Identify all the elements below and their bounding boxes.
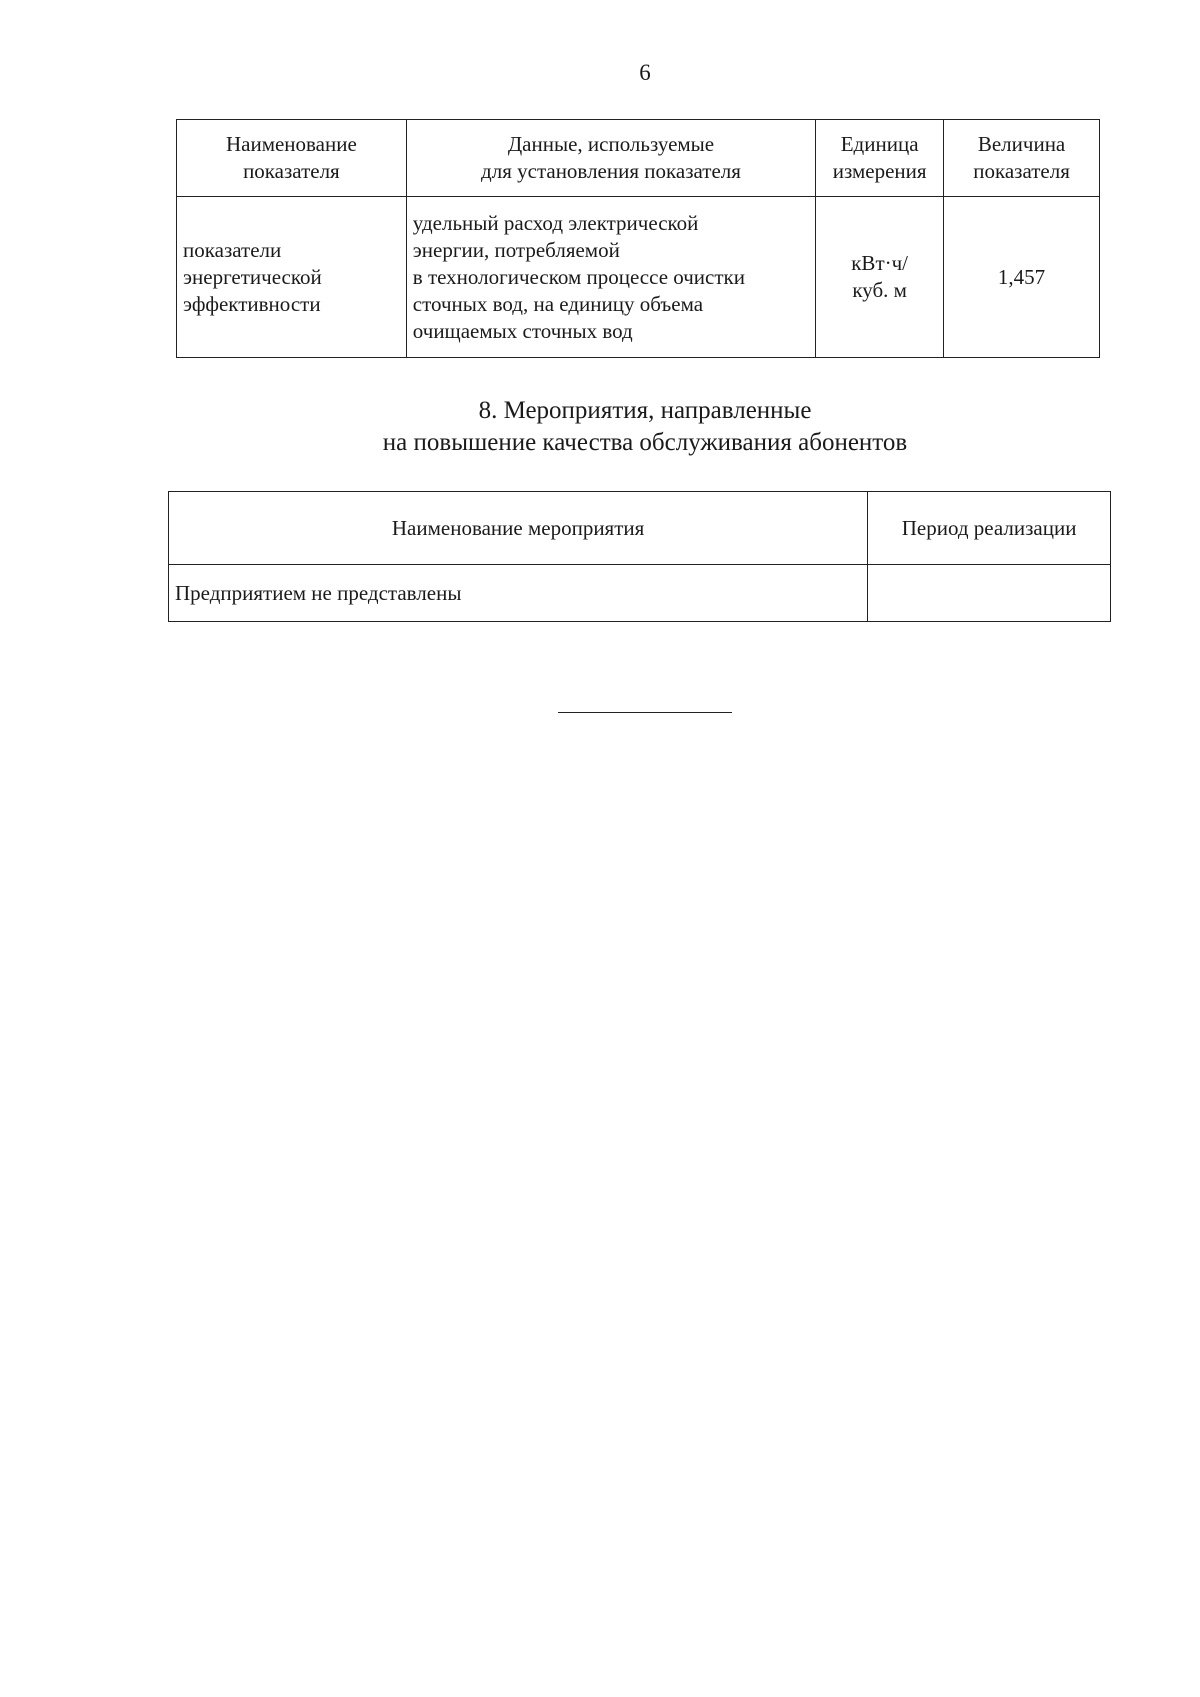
indicator-data-cell: удельный расход электрической энергии, потребляемой в технологическом процессе очистки сточных вод, на единицу объема очищаемых сточных вод — [406, 197, 815, 358]
header-indicator-name: Наименование показателя — [177, 120, 407, 197]
measure-name-cell: Предприятием не представлены — [169, 565, 868, 622]
indicator-table — [176, 119, 1100, 358]
header-value: Величина показателя — [944, 120, 1100, 197]
table-header-row — [177, 120, 1100, 197]
header-period: Период реализации — [868, 492, 1111, 565]
section-heading — [0, 395, 1200, 459]
period-cell — [868, 565, 1111, 622]
measures-table — [168, 491, 1111, 622]
value-cell: 1,457 — [944, 197, 1100, 358]
section-heading-line-1: 8. Мероприятия, направленные — [478, 397, 812, 424]
header-unit: Единица измерения — [816, 120, 944, 197]
unit-cell: кВт·ч/ куб. м — [816, 197, 944, 358]
section-heading-line-2: на повышение качества обслуживания абонентов — [382, 429, 908, 456]
header-measure-name: Наименование мероприятия — [169, 492, 868, 565]
end-divider — [558, 712, 732, 713]
table-row — [177, 197, 1100, 358]
page-number: 6 — [639, 60, 651, 85]
table-row — [169, 565, 1111, 622]
indicator-name-cell: показатели энергетической эффективности — [177, 197, 407, 358]
table-header-row — [169, 492, 1111, 565]
header-indicator-data: Данные, используемые для установления показателя — [406, 120, 815, 197]
